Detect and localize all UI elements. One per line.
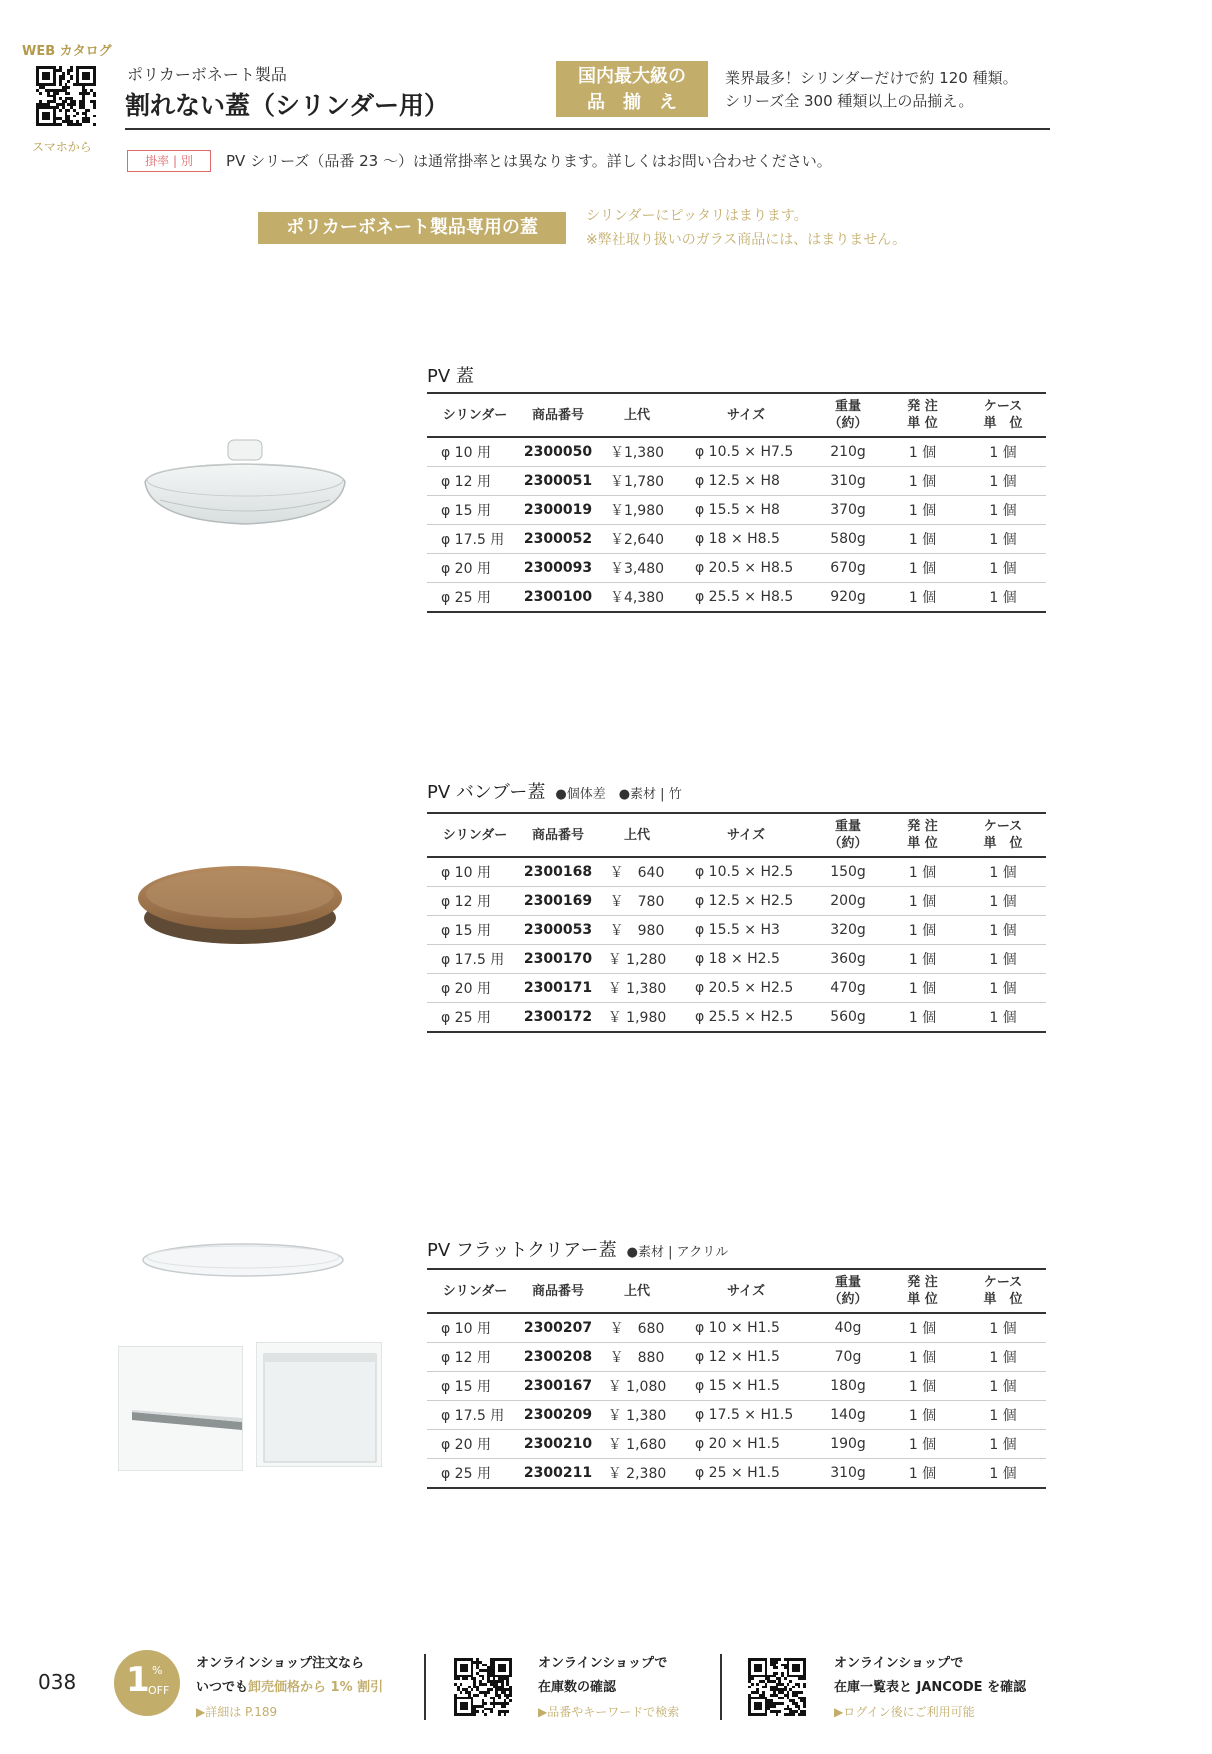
table-row xyxy=(427,437,1046,467)
page-number: 038 xyxy=(38,1670,77,1694)
col-size-cell: φ 25.5 × H8.5 xyxy=(681,583,811,613)
col-case-unit-cell: 1 個 xyxy=(960,1430,1046,1459)
col-weight-cell: 140g xyxy=(811,1401,885,1430)
col-case-unit-cell: 1 個 xyxy=(960,583,1046,613)
discount-off: OFF xyxy=(148,1684,170,1697)
footer-jancode-info xyxy=(834,1652,1026,1724)
col-order-unit-cell: 1 個 xyxy=(885,1313,960,1343)
col-cylinder-header-line: シリンダー xyxy=(442,407,508,423)
qr-code-header[interactable] xyxy=(36,66,96,126)
col-price-header-line: 上代 xyxy=(623,827,650,843)
col-size-cell: φ 12 × H1.5 xyxy=(681,1343,811,1372)
col-case-unit-cell: 1 個 xyxy=(960,467,1046,496)
table-row xyxy=(427,1459,1046,1489)
col-order-unit-header xyxy=(885,393,960,437)
col-price-cell: ￥1,380 xyxy=(593,437,681,467)
col-order-unit-cell: 1 個 xyxy=(885,887,960,916)
col-case-unit-header-line: ケース xyxy=(983,399,1023,414)
web-catalog-label: WEB カタログ xyxy=(22,44,112,59)
col-case-unit-cell: 1 個 xyxy=(960,525,1046,554)
title-divider xyxy=(125,128,1050,130)
discount-number: 1 xyxy=(126,1660,150,1700)
col-code-cell: 2300167 xyxy=(523,1372,593,1401)
col-order-unit-cell: 1 個 xyxy=(885,583,960,613)
col-case-unit-header-line: 単 位 xyxy=(983,1292,1023,1307)
col-cylinder-cell: φ 15 用 xyxy=(427,916,523,945)
col-price-cell: ￥ 1,980 xyxy=(593,1003,681,1033)
col-size-header-line: サイズ xyxy=(727,827,765,843)
category-label: ポリカーボネート製品 xyxy=(127,65,287,84)
table-row xyxy=(427,554,1046,583)
col-order-unit-cell: 1 個 xyxy=(885,1459,960,1489)
col-case-unit-header-line: ケース xyxy=(983,819,1023,834)
col-weight-cell: 310g xyxy=(811,1459,885,1489)
col-code-cell: 2300210 xyxy=(523,1430,593,1459)
col-size-cell: φ 10.5 × H2.5 xyxy=(681,857,811,887)
col-size-cell: φ 15.5 × H3 xyxy=(681,916,811,945)
col-case-unit-cell: 1 個 xyxy=(960,496,1046,525)
col-code-header-line: 商品番号 xyxy=(531,407,584,423)
col-weight-cell: 360g xyxy=(811,945,885,974)
col-weight-cell: 370g xyxy=(811,496,885,525)
footer-stock-line2: 在庫数の確認 xyxy=(538,1680,617,1695)
col-weight-cell: 320g xyxy=(811,916,885,945)
col-weight-cell: 920g xyxy=(811,583,885,613)
col-code-cell: 2300100 xyxy=(523,583,593,613)
pv-bamboo-lid-photo xyxy=(135,856,345,956)
spec-table xyxy=(427,1268,1046,1489)
col-weight-header-line: （約） xyxy=(828,1292,868,1307)
col-order-unit-cell: 1 個 xyxy=(885,974,960,1003)
col-code-cell: 2300211 xyxy=(523,1459,593,1489)
col-price-cell: ￥ 1,280 xyxy=(593,945,681,974)
col-code-cell: 2300052 xyxy=(523,525,593,554)
col-price-cell: ￥ 680 xyxy=(593,1313,681,1343)
col-case-unit-cell: 1 個 xyxy=(960,1003,1046,1033)
col-weight-cell: 580g xyxy=(811,525,885,554)
col-price-header-line: 上代 xyxy=(623,407,650,423)
footer-discount-link[interactable]: ▶詳細は P.189 xyxy=(196,1705,278,1719)
col-size-header-line: サイズ xyxy=(727,407,765,423)
col-size-header xyxy=(681,813,811,857)
col-price-header xyxy=(593,393,681,437)
table-row xyxy=(427,887,1046,916)
table-row xyxy=(427,857,1046,887)
footer-jancode-link[interactable]: ▶ログイン後にご利用可能 xyxy=(834,1705,975,1719)
flat-lid-on-cylinder-photo xyxy=(256,1342,382,1467)
table-row xyxy=(427,467,1046,496)
col-order-unit-cell: 1 個 xyxy=(885,945,960,974)
col-cylinder-cell: φ 12 用 xyxy=(427,887,523,916)
col-cylinder-cell: φ 25 用 xyxy=(427,1003,523,1033)
col-code-cell: 2300168 xyxy=(523,857,593,887)
table-header-row xyxy=(427,393,1046,437)
table-row xyxy=(427,1313,1046,1343)
col-size-cell: φ 17.5 × H1.5 xyxy=(681,1401,811,1430)
col-cylinder-header xyxy=(427,393,523,437)
col-cylinder-cell: φ 12 用 xyxy=(427,1343,523,1372)
footer-discount-line2a: いつでも xyxy=(196,1680,249,1695)
col-weight-cell: 190g xyxy=(811,1430,885,1459)
smartphone-label: スマホから xyxy=(32,140,92,154)
lineup-desc-line1: 業界最多！シリンダーだけで約 120 種類。 xyxy=(725,69,1018,87)
col-weight-header-line: 重量 xyxy=(834,1275,861,1290)
col-cylinder-cell: φ 25 用 xyxy=(427,583,523,613)
table-header-row xyxy=(427,1269,1046,1313)
table-row xyxy=(427,525,1046,554)
col-cylinder-cell: φ 10 用 xyxy=(427,1313,523,1343)
col-price-cell: ￥ 880 xyxy=(593,1343,681,1372)
rate-badge: 掛率 | 別 xyxy=(127,150,211,172)
col-size-cell: φ 18 × H2.5 xyxy=(681,945,811,974)
table-row xyxy=(427,1401,1046,1430)
footer-jancode-line1: オンラインショップで xyxy=(834,1656,964,1671)
footer-stock-link[interactable]: ▶品番やキーワードで検索 xyxy=(538,1705,680,1719)
section-tags: ●個体差 ●素材 | 竹 xyxy=(555,787,682,802)
col-code-cell: 2300208 xyxy=(523,1343,593,1372)
col-price-cell: ￥ 1,380 xyxy=(593,974,681,1003)
col-case-unit-header-line: ケース xyxy=(983,1275,1023,1290)
table-row xyxy=(427,1372,1046,1401)
footer-discount-line1: オンラインショップ注文なら xyxy=(196,1656,365,1671)
col-code-header xyxy=(523,813,593,857)
col-cylinder-cell: φ 17.5 用 xyxy=(427,525,523,554)
col-price-cell: ￥ 780 xyxy=(593,887,681,916)
col-price-cell: ￥ 1,380 xyxy=(593,1401,681,1430)
col-price-cell: ￥ 980 xyxy=(593,916,681,945)
col-order-unit-header-line: 単 位 xyxy=(907,836,938,851)
col-price-cell: ￥ 1,680 xyxy=(593,1430,681,1459)
footer-divider-1 xyxy=(424,1654,426,1720)
col-price-cell: ￥ 1,080 xyxy=(593,1372,681,1401)
col-price-cell: ￥4,380 xyxy=(593,583,681,613)
col-weight-header xyxy=(811,1269,885,1313)
col-size-cell: φ 12.5 × H2.5 xyxy=(681,887,811,916)
col-cylinder-cell: φ 20 用 xyxy=(427,1430,523,1459)
col-cylinder-cell: φ 10 用 xyxy=(427,437,523,467)
col-order-unit-header xyxy=(885,1269,960,1313)
page-title: 割れない蓋（シリンダー用） xyxy=(125,91,450,120)
col-weight-cell: 470g xyxy=(811,974,885,1003)
lineup-badge-line2: 品 揃 え xyxy=(587,92,677,113)
col-weight-cell: 180g xyxy=(811,1372,885,1401)
col-code-cell: 2300093 xyxy=(523,554,593,583)
col-code-cell: 2300019 xyxy=(523,496,593,525)
section-title-text: PV 蓋 xyxy=(427,366,474,387)
col-code-cell: 2300171 xyxy=(523,974,593,1003)
col-weight-header xyxy=(811,813,885,857)
col-order-unit-header-line: 発 注 xyxy=(907,399,938,414)
lineup-badge xyxy=(556,61,708,117)
col-cylinder-cell: φ 20 用 xyxy=(427,974,523,1003)
col-cylinder-cell: φ 15 用 xyxy=(427,496,523,525)
col-price-header xyxy=(593,1269,681,1313)
col-case-unit-cell: 1 個 xyxy=(960,857,1046,887)
col-weight-cell: 150g xyxy=(811,857,885,887)
col-code-header-line: 商品番号 xyxy=(531,1283,584,1299)
section-tags: ●素材 | アクリル xyxy=(626,1245,729,1260)
col-price-cell: ￥2,640 xyxy=(593,525,681,554)
section-title xyxy=(427,362,484,388)
col-code-header-line: 商品番号 xyxy=(531,827,584,843)
qr-code-jancode[interactable] xyxy=(748,1658,806,1716)
col-weight-cell: 560g xyxy=(811,1003,885,1033)
footer-divider-2 xyxy=(720,1654,722,1720)
section-title xyxy=(427,1236,728,1262)
col-order-unit-cell: 1 個 xyxy=(885,1430,960,1459)
col-code-cell: 2300207 xyxy=(523,1313,593,1343)
col-size-cell: φ 10.5 × H7.5 xyxy=(681,437,811,467)
col-cylinder-cell: φ 15 用 xyxy=(427,1372,523,1401)
col-order-unit-header xyxy=(885,813,960,857)
col-size-cell: φ 25 × H1.5 xyxy=(681,1459,811,1489)
table-row xyxy=(427,583,1046,613)
col-case-unit-header-line: 単 位 xyxy=(983,836,1023,851)
col-size-cell: φ 20 × H1.5 xyxy=(681,1430,811,1459)
footer-stock-line1: オンラインショップで xyxy=(538,1656,668,1671)
banner-note xyxy=(586,204,906,252)
col-case-unit-cell: 1 個 xyxy=(960,437,1046,467)
col-case-unit-cell: 1 個 xyxy=(960,916,1046,945)
col-order-unit-cell: 1 個 xyxy=(885,1003,960,1033)
section-title xyxy=(427,778,682,804)
col-price-cell: ￥1,980 xyxy=(593,496,681,525)
col-code-cell: 2300169 xyxy=(523,887,593,916)
col-size-cell: φ 10 × H1.5 xyxy=(681,1313,811,1343)
col-price-cell: ￥ 2,380 xyxy=(593,1459,681,1489)
footer-discount-line2b: 卸売価格から 1% 割引 xyxy=(248,1680,384,1695)
banner-note-line1: シリンダーにピッタリはまります。 xyxy=(586,208,808,224)
col-weight-header-line: （約） xyxy=(828,836,868,851)
table-row xyxy=(427,945,1046,974)
col-cylinder-cell: φ 17.5 用 xyxy=(427,945,523,974)
col-code-header xyxy=(523,393,593,437)
col-size-cell: φ 20.5 × H8.5 xyxy=(681,554,811,583)
col-order-unit-cell: 1 個 xyxy=(885,857,960,887)
qr-code-stock[interactable] xyxy=(454,1658,512,1716)
table-row xyxy=(427,1430,1046,1459)
col-price-cell: ￥ 640 xyxy=(593,857,681,887)
col-code-cell: 2300051 xyxy=(523,467,593,496)
col-price-header xyxy=(593,813,681,857)
col-weight-cell: 70g xyxy=(811,1343,885,1372)
footer-discount-line2 xyxy=(196,1676,383,1700)
col-size-cell: φ 25.5 × H2.5 xyxy=(681,1003,811,1033)
col-code-header xyxy=(523,1269,593,1313)
pv-lid-photo xyxy=(140,430,350,550)
col-cylinder-header-line: シリンダー xyxy=(442,1283,508,1299)
lineup-desc-line2: シリーズ全 300 種類以上の品揃え。 xyxy=(725,92,974,110)
col-order-unit-header-line: 発 注 xyxy=(907,1275,938,1290)
table-header-row xyxy=(427,813,1046,857)
table-row xyxy=(427,916,1046,945)
col-case-unit-cell: 1 個 xyxy=(960,945,1046,974)
col-case-unit-header xyxy=(960,393,1046,437)
col-code-cell: 2300172 xyxy=(523,1003,593,1033)
col-price-header-line: 上代 xyxy=(623,1283,650,1299)
col-weight-cell: 200g xyxy=(811,887,885,916)
col-weight-header-line: 重量 xyxy=(834,819,861,834)
table-row xyxy=(427,1343,1046,1372)
col-case-unit-header-line: 単 位 xyxy=(983,416,1023,431)
footer-discount-info xyxy=(196,1652,383,1724)
spec-table xyxy=(427,812,1046,1033)
col-case-unit-cell: 1 個 xyxy=(960,1401,1046,1430)
banner-note-line2: ※弊社取り扱いのガラス商品には、はまりません。 xyxy=(586,232,907,248)
col-case-unit-header xyxy=(960,813,1046,857)
col-size-cell: φ 12.5 × H8 xyxy=(681,467,811,496)
col-weight-cell: 40g xyxy=(811,1313,885,1343)
col-order-unit-header-line: 単 位 xyxy=(907,416,938,431)
col-order-unit-cell: 1 個 xyxy=(885,467,960,496)
col-size-header-line: サイズ xyxy=(727,1283,765,1299)
discount-badge xyxy=(114,1650,180,1716)
col-size-cell: φ 18 × H8.5 xyxy=(681,525,811,554)
lineup-badge-line1: 国内最大級の xyxy=(578,66,686,87)
col-case-unit-cell: 1 個 xyxy=(960,1459,1046,1489)
table-row xyxy=(427,974,1046,1003)
col-cylinder-cell: φ 25 用 xyxy=(427,1459,523,1489)
col-case-unit-cell: 1 個 xyxy=(960,974,1046,1003)
col-cylinder-cell: φ 10 用 xyxy=(427,857,523,887)
col-code-cell: 2300209 xyxy=(523,1401,593,1430)
col-cylinder-cell: φ 17.5 用 xyxy=(427,1401,523,1430)
rate-note: PV シリーズ（品番 23 〜）は通常掛率とは異なります。詳しくはお問い合わせください。 xyxy=(226,152,832,170)
section-title-text: PV バンブー蓋 xyxy=(427,782,546,803)
col-order-unit-cell: 1 個 xyxy=(885,1372,960,1401)
col-price-cell: ￥3,480 xyxy=(593,554,681,583)
flat-lid-closeup-photo xyxy=(118,1346,243,1471)
col-cylinder-header xyxy=(427,813,523,857)
col-size-cell: φ 20.5 × H2.5 xyxy=(681,974,811,1003)
table-row xyxy=(427,1003,1046,1033)
col-case-unit-cell: 1 個 xyxy=(960,1372,1046,1401)
col-case-unit-header xyxy=(960,1269,1046,1313)
col-price-cell: ￥1,780 xyxy=(593,467,681,496)
lineup-description xyxy=(725,67,1018,113)
col-case-unit-cell: 1 個 xyxy=(960,554,1046,583)
col-weight-header-line: 重量 xyxy=(834,399,861,414)
col-weight-header-line: （約） xyxy=(828,416,868,431)
col-size-cell: φ 15 × H1.5 xyxy=(681,1372,811,1401)
table-row xyxy=(427,496,1046,525)
col-code-cell: 2300050 xyxy=(523,437,593,467)
footer-stock-info xyxy=(538,1652,679,1724)
discount-percent: % xyxy=(152,1664,163,1677)
col-size-cell: φ 15.5 × H8 xyxy=(681,496,811,525)
col-case-unit-cell: 1 個 xyxy=(960,887,1046,916)
col-order-unit-header-line: 発 注 xyxy=(907,819,938,834)
col-weight-cell: 310g xyxy=(811,467,885,496)
col-code-cell: 2300170 xyxy=(523,945,593,974)
col-order-unit-cell: 1 個 xyxy=(885,496,960,525)
col-size-header xyxy=(681,1269,811,1313)
col-case-unit-cell: 1 個 xyxy=(960,1313,1046,1343)
col-weight-cell: 670g xyxy=(811,554,885,583)
section-title-text: PV フラットクリアー蓋 xyxy=(427,1240,617,1261)
col-order-unit-cell: 1 個 xyxy=(885,1343,960,1372)
col-order-unit-cell: 1 個 xyxy=(885,1401,960,1430)
col-cylinder-header xyxy=(427,1269,523,1313)
col-cylinder-cell: φ 20 用 xyxy=(427,554,523,583)
col-weight-header xyxy=(811,393,885,437)
col-weight-cell: 210g xyxy=(811,437,885,467)
col-size-header xyxy=(681,393,811,437)
col-cylinder-header-line: シリンダー xyxy=(442,827,508,843)
col-cylinder-cell: φ 12 用 xyxy=(427,467,523,496)
footer-jancode-line2: 在庫一覧表と JANCODE を確認 xyxy=(834,1680,1027,1695)
pv-flat-clear-lid-photo xyxy=(138,1236,348,1286)
lid-banner: ポリカーボネート製品専用の蓋 xyxy=(258,212,566,244)
col-order-unit-header-line: 単 位 xyxy=(907,1292,938,1307)
col-order-unit-cell: 1 個 xyxy=(885,554,960,583)
col-case-unit-cell: 1 個 xyxy=(960,1343,1046,1372)
col-order-unit-cell: 1 個 xyxy=(885,916,960,945)
col-code-cell: 2300053 xyxy=(523,916,593,945)
col-order-unit-cell: 1 個 xyxy=(885,525,960,554)
col-order-unit-cell: 1 個 xyxy=(885,437,960,467)
spec-table xyxy=(427,392,1046,613)
